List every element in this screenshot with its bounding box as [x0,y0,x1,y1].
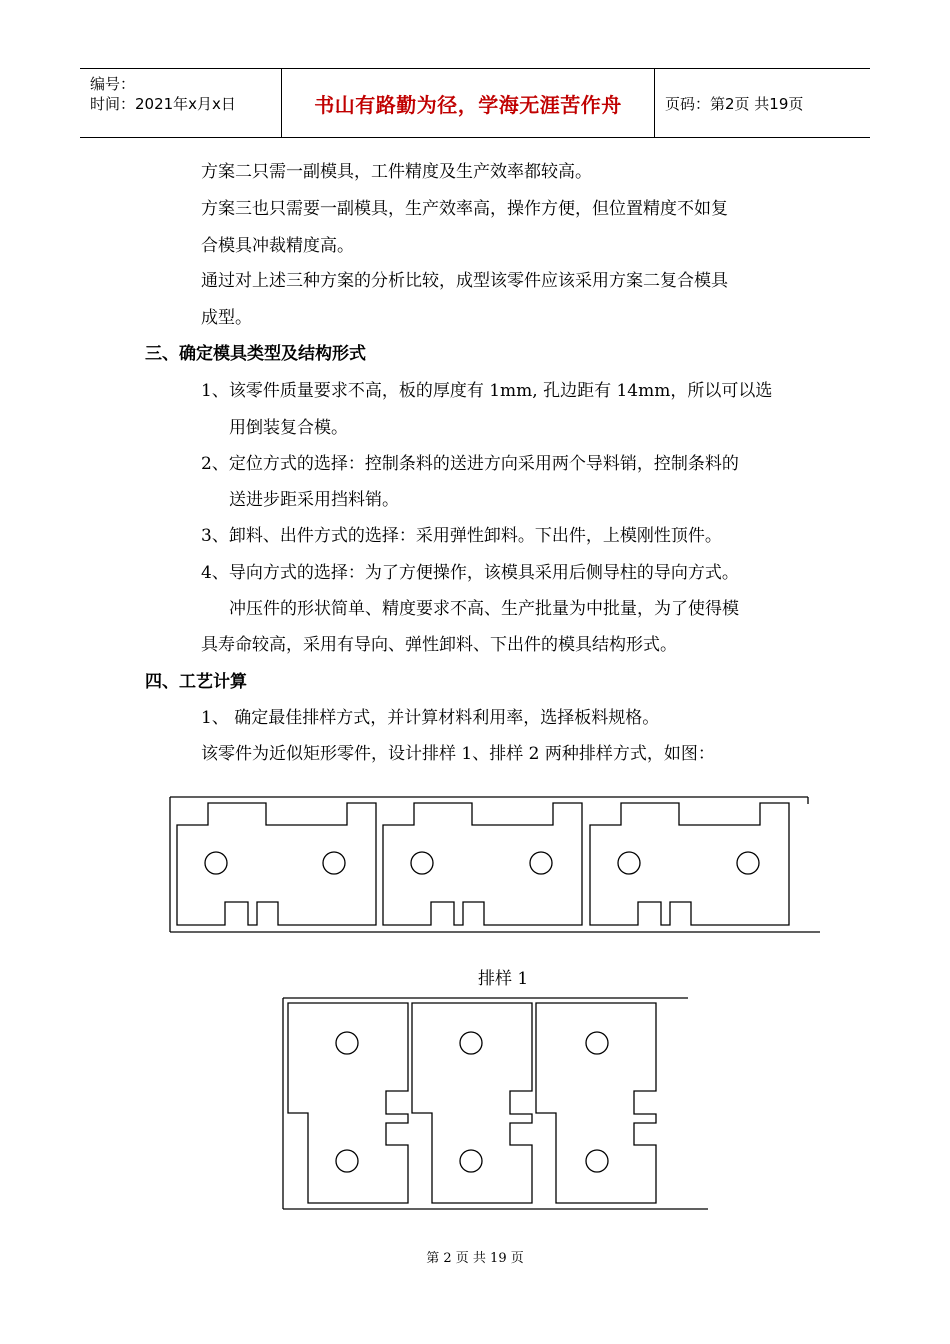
paragraph-structure-line1: 冲压件的形状简单、精度要求不高、生产批量为中批量，为了使得模 [229,599,739,619]
pierce-hole [530,852,552,874]
paragraph-conclusion-line2: 成型。 [201,308,252,328]
blank-part-outline [412,1003,532,1203]
item-2-line2: 送进步距采用挡料销。 [229,490,399,510]
item-3: 3、卸料、出件方式的选择：采用弹性卸料。下出件，上模刚性顶件。 [201,526,722,546]
paragraph-plan-three-line1: 方案三也只需要一副模具，生产效率高，操作方便，但位置精度不如复 [201,199,728,219]
item-4: 4、导向方式的选择：为了方便操作，该模具采用后侧导柱的导向方式。 [201,563,739,583]
calc-item-1: 1、 确定最佳排样方式，并计算材料利用率，选择板料规格。 [201,708,660,728]
item-2-line1: 2、定位方式的选择：控制条料的送进方向采用两个导料销，控制条料的 [201,454,739,474]
page-header [80,68,870,138]
layout-figure-2 [278,993,718,1215]
calc-intro: 该零件为近似矩形零件，设计排样 1、排样 2 两种排样方式，如图： [201,744,715,764]
section-heading-3: 三、确定模具类型及结构形式 [145,344,366,364]
figure-1-caption: 排样 1 [478,969,529,989]
item-1-line1: 1、该零件质量要求不高，板的厚度有 1mm, 孔边距有 14mm，所以可以选 [201,381,773,401]
pierce-hole [336,1032,358,1054]
paragraph-plan-two: 方案二只需一副模具，工件精度及生产效率都较高。 [201,162,592,182]
paragraph-structure-line2: 具寿命较高，采用有导向、弹性卸料、下出件的模具结构形式。 [201,635,677,655]
item-1-line2: 用倒装复合模。 [229,418,348,438]
header-motto-cell [282,69,655,137]
header-page-number: 页码：第2页 共19页 [665,94,804,113]
document-number-label: 编号： [90,75,136,93]
pierce-hole [411,852,433,874]
pierce-hole [460,1032,482,1054]
pierce-hole [336,1150,358,1172]
pierce-hole [586,1032,608,1054]
paragraph-conclusion-line1: 通过对上述三种方案的分析比较，成型该零件应该采用方案二复合模具 [201,271,728,291]
paragraph-plan-three-line2: 合模具冲裁精度高。 [201,236,354,256]
pierce-hole [323,852,345,874]
blank-part-outline [288,1003,408,1203]
pierce-hole [586,1150,608,1172]
layout-figure-1 [165,790,825,940]
blank-part-outline [177,803,376,925]
document-time-label: 时间：2021年x月x日 [90,95,236,113]
pierce-hole [205,852,227,874]
pierce-hole [460,1150,482,1172]
blank-part-outline [536,1003,656,1203]
header-motto: 书山有路勤为径，学海无涯苦作舟 [314,92,622,117]
header-page-cell [655,69,870,137]
section-heading-4: 四、工艺计算 [145,672,247,692]
pierce-hole [618,852,640,874]
header-meta-cell [80,69,282,137]
page-footer: 第 2 页 共 19 页 [426,1251,524,1266]
pierce-hole [737,852,759,874]
